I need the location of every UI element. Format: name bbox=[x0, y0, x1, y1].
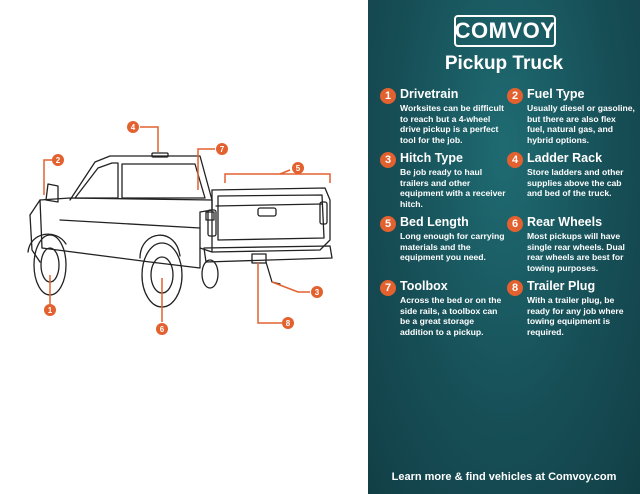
callout-marker-2 bbox=[52, 154, 64, 166]
feature-number: 7 bbox=[380, 280, 396, 296]
logo-text: COMVOY bbox=[454, 18, 556, 43]
feature-heading: Drivetrain bbox=[400, 87, 459, 101]
svg-text:3: 3 bbox=[314, 288, 320, 297]
callout-marker-3 bbox=[311, 286, 323, 298]
feature-description: Store ladders and other supplies above the cab and bed of the truck. bbox=[527, 167, 624, 199]
feature-number: 2 bbox=[507, 88, 523, 104]
feature-description: Worksites can be difficult to reach but a 4-wheel drive pickup is a perfect tool for the job. bbox=[400, 103, 504, 145]
svg-text:6: 6 bbox=[159, 325, 165, 334]
feature-number: 8 bbox=[507, 280, 523, 296]
feature-description: Usually diesel or gasoline, but there are also flex fuel, natural gas, and hybrid options. bbox=[527, 103, 635, 145]
feature-heading: Bed Length bbox=[400, 215, 469, 229]
comvoy-logo bbox=[454, 15, 556, 47]
feature-description: Most pickups will have single rear wheels. Dual rear wheels are best for towing purposes. bbox=[527, 231, 625, 273]
feature-description: With a trailer plug, be ready for any job where towing equipment is required. bbox=[527, 295, 624, 337]
feature-description: Across the bed or on the side rails, a toolbox can be a great storage addition to a pickup. bbox=[400, 295, 502, 337]
truck-outline bbox=[28, 153, 332, 307]
callout-marker-5 bbox=[292, 162, 304, 174]
feature-number: 5 bbox=[380, 216, 396, 232]
feature-description: Long enough for carrying materials and the equipment you need. bbox=[400, 231, 505, 263]
page-title: Pickup Truck bbox=[444, 53, 564, 74]
svg-text:8: 8 bbox=[285, 319, 291, 328]
callout-marker-4 bbox=[127, 121, 139, 133]
feature-heading: Rear Wheels bbox=[527, 215, 603, 229]
footer-link-text: Learn more & find vehicles at Comvoy.com bbox=[391, 471, 617, 483]
svg-text:5: 5 bbox=[295, 164, 301, 173]
feature-description: Be job ready to haul trailers and other equipment with a receiver hitch. bbox=[400, 167, 506, 209]
info-panel bbox=[368, 0, 640, 494]
svg-text:2: 2 bbox=[55, 156, 61, 165]
feature-number: 6 bbox=[507, 216, 523, 232]
callout-marker-1 bbox=[44, 304, 56, 316]
svg-text:1: 1 bbox=[47, 306, 53, 315]
callout-marker-8 bbox=[282, 317, 294, 329]
callout-marker-6 bbox=[156, 323, 168, 335]
callout-markers bbox=[44, 121, 323, 335]
feature-number: 3 bbox=[380, 152, 396, 168]
feature-heading: Toolbox bbox=[400, 279, 448, 293]
callout-marker-7 bbox=[216, 143, 228, 155]
feature-heading: Fuel Type bbox=[527, 87, 585, 101]
feature-heading: Trailer Plug bbox=[527, 279, 596, 293]
svg-text:4: 4 bbox=[130, 123, 136, 132]
feature-number: 1 bbox=[380, 88, 396, 104]
feature-heading: Ladder Rack bbox=[527, 151, 603, 165]
feature-number: 4 bbox=[507, 152, 523, 168]
svg-text:7: 7 bbox=[219, 145, 225, 154]
feature-heading: Hitch Type bbox=[400, 151, 463, 165]
